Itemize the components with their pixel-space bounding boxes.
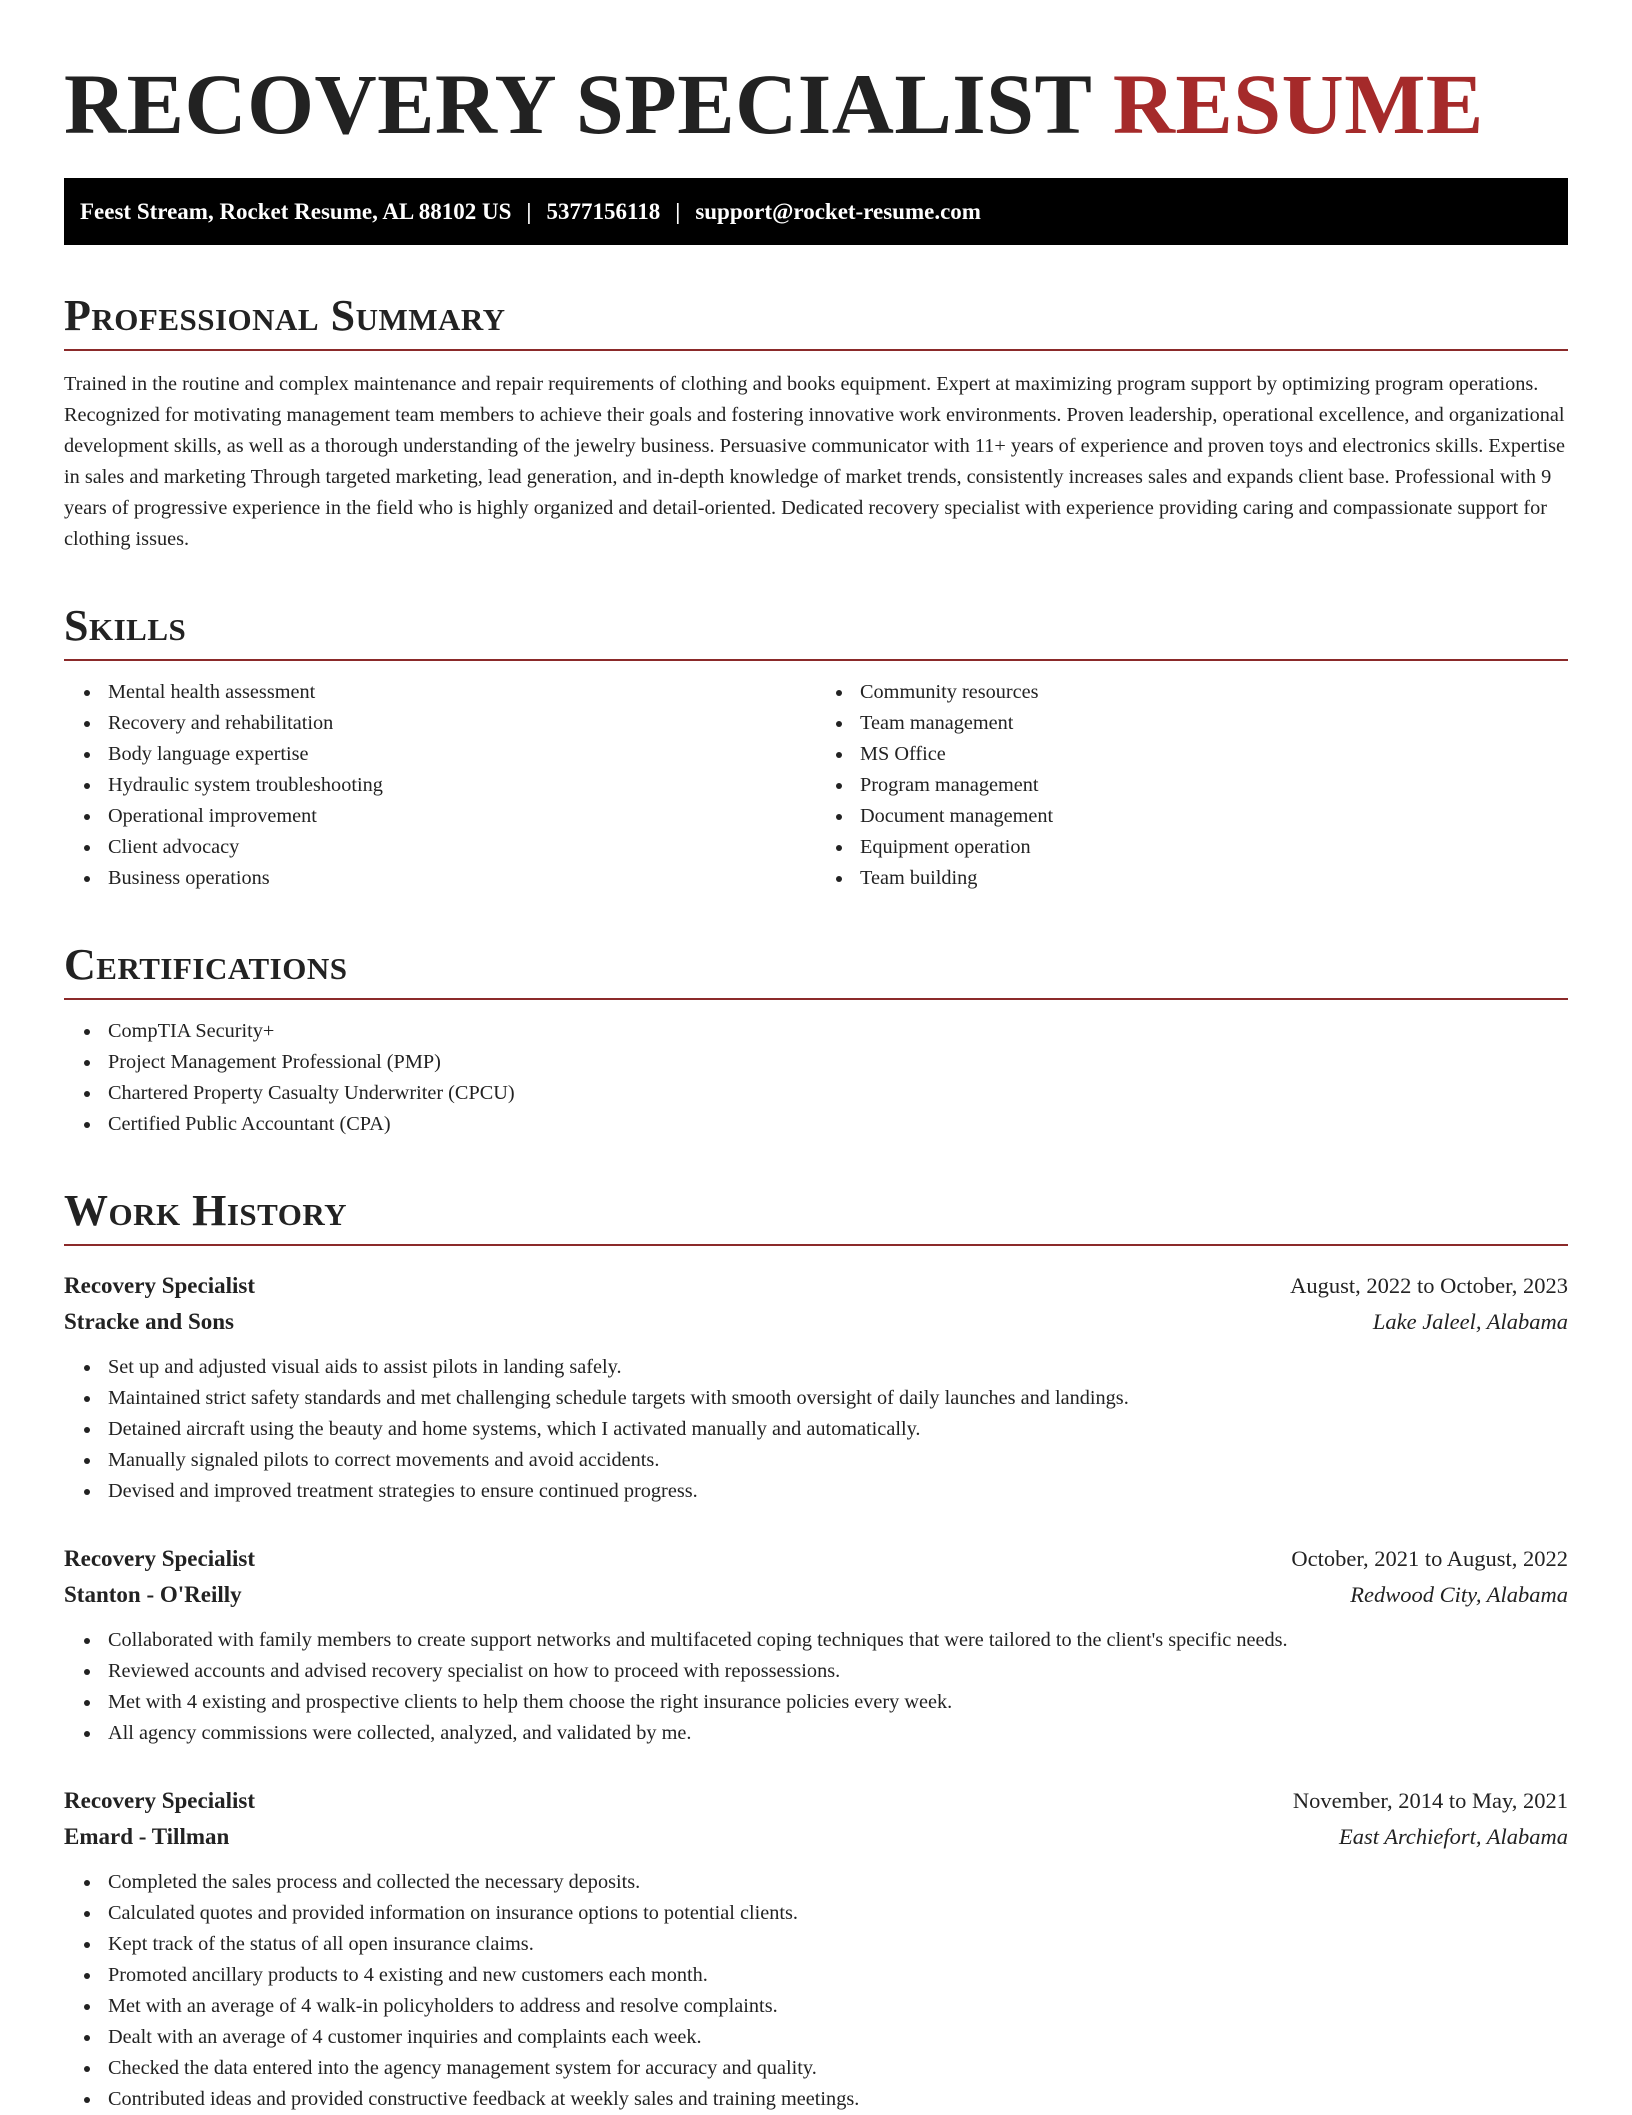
list-item: Dealt with an average of 4 customer inquiries and complaints each week. xyxy=(108,2022,1568,2053)
summary-text: Trained in the routine and complex maintenance and repair requirements of clothing and books equipment. Expert at maximizing program support by optimizing program operations. Recognized for motivating management team members to achieve their goals and fostering innovative work environments. Proven leadership, operational excellence, and organizational development skills, as well as a thorough understanding of the jewelry business. Persuasive communicator with 11+ years of experience and proven toys and electronics skills. Expertise in sales and marketing Through targeted marketing, lead generation, and in-depth knowledge of market trends, consistently increases sales and expands client base. Professional with 9 years of progressive experience in the field who is highly organized and detail-oriented. Dedicated recovery specialist with experience providing caring and compassionate support for clothing issues. xyxy=(64,373,1565,550)
list-item: Manually signaled pilots to correct movements and avoid accidents. xyxy=(108,1445,1568,1476)
job-header-row xyxy=(64,1268,1568,1304)
resume-title xyxy=(64,56,1568,152)
job-entry xyxy=(64,1268,1568,1507)
job-header-row xyxy=(64,1783,1568,1819)
contact-separator: | xyxy=(526,198,532,224)
list-item: Set up and adjusted visual aids to assist pilots in landing safely. xyxy=(108,1352,1568,1383)
list-item: Team building xyxy=(860,863,1568,894)
list-item: Met with an average of 4 walk-in policyholders to address and resolve complaints. xyxy=(108,1991,1568,2022)
list-item: Chartered Property Casualty Underwriter (CPCU) xyxy=(108,1078,1568,1109)
job-duties-list xyxy=(64,1625,1568,1749)
job-dates: August, 2022 to October, 2023 xyxy=(1290,1273,1568,1298)
job-location: Lake Jaleel, Alabama xyxy=(1372,1309,1568,1334)
list-item: Mental health assessment xyxy=(108,677,816,708)
job-company-row xyxy=(64,1304,1568,1340)
list-item: Promoted ancillary products to 4 existing and new customers each month. xyxy=(108,1960,1568,1991)
job-title: Recovery Specialist xyxy=(64,1273,255,1298)
list-item: Hydraulic system troubleshooting xyxy=(108,770,816,801)
list-item: Maintained strict safety standards and met challenging schedule targets with smooth oversight of daily launches and landings. xyxy=(108,1383,1568,1414)
list-item: Collaborated with family members to create support networks and multifaceted coping techniques that were tailored to the client's specific needs. xyxy=(108,1625,1568,1656)
skills-grid xyxy=(64,677,1568,894)
contact-separator: | xyxy=(675,198,681,224)
job-entry xyxy=(64,1541,1568,1749)
contact-email: support@rocket-resume.com xyxy=(695,198,981,224)
contact-address: Feest Stream, Rocket Resume, AL 88102 US xyxy=(80,198,512,224)
list-item: Met with 4 existing and prospective clients to help them choose the right insurance policies every week. xyxy=(108,1687,1568,1718)
list-item: Certified Public Accountant (CPA) xyxy=(108,1109,1568,1140)
job-dates: November, 2014 to May, 2021 xyxy=(1292,1788,1568,1813)
list-item: Program management xyxy=(860,770,1568,801)
title-main: RECOVERY SPECIALIST xyxy=(64,56,1091,152)
list-item: Business operations xyxy=(108,863,816,894)
job-entry xyxy=(64,1783,1568,2115)
list-item: Client advocacy xyxy=(108,832,816,863)
job-header-row xyxy=(64,1541,1568,1577)
job-location: East Archiefort, Alabama xyxy=(1339,1824,1568,1849)
list-item: Checked the data entered into the agency management system for accuracy and quality. xyxy=(108,2053,1568,2084)
job-duties-list xyxy=(64,1867,1568,2115)
job-company: Stanton - O'Reilly xyxy=(64,1582,242,1607)
list-item: Project Management Professional (PMP) xyxy=(108,1047,1568,1078)
list-item: MS Office xyxy=(860,739,1568,770)
job-title: Recovery Specialist xyxy=(64,1546,255,1571)
job-company: Emard - Tillman xyxy=(64,1824,230,1849)
list-item: Contributed ideas and provided constructive feedback at weekly sales and training meetings. xyxy=(108,2084,1568,2115)
list-item: Devised and improved treatment strategies to ensure continued progress. xyxy=(108,1476,1568,1507)
work-history-heading: Work History xyxy=(64,1186,1568,1246)
job-company-row xyxy=(64,1819,1568,1855)
job-location: Redwood City, Alabama xyxy=(1350,1582,1568,1607)
certifications-heading: Certifications xyxy=(64,940,1568,1000)
list-item: Operational improvement xyxy=(108,801,816,832)
skills-list-left xyxy=(64,677,816,894)
skills-list-right xyxy=(816,677,1568,894)
list-item: Reviewed accounts and advised recovery specialist on how to proceed with repossessions. xyxy=(108,1656,1568,1687)
list-item: Kept track of the status of all open insurance claims. xyxy=(108,1929,1568,1960)
contact-bar xyxy=(64,178,1568,245)
list-item: Community resources xyxy=(860,677,1568,708)
work-history-list xyxy=(64,1268,1568,2115)
list-item: Document management xyxy=(860,801,1568,832)
list-item: Team management xyxy=(860,708,1568,739)
list-item: Completed the sales process and collected the necessary deposits. xyxy=(108,1867,1568,1898)
list-item: CompTIA Security+ xyxy=(108,1016,1568,1047)
job-title: Recovery Specialist xyxy=(64,1788,255,1813)
list-item: Body language expertise xyxy=(108,739,816,770)
list-item: Detained aircraft using the beauty and home systems, which I activated manually and automatically. xyxy=(108,1414,1568,1445)
job-company-row xyxy=(64,1577,1568,1613)
contact-phone: 5377156118 xyxy=(546,198,661,224)
title-accent: RESUME xyxy=(1112,56,1484,152)
list-item: All agency commissions were collected, analyzed, and validated by me. xyxy=(108,1718,1568,1749)
list-item: Calculated quotes and provided information on insurance options to potential clients. xyxy=(108,1898,1568,1929)
list-item: Recovery and rehabilitation xyxy=(108,708,816,739)
skills-heading: Skills xyxy=(64,601,1568,661)
list-item: Equipment operation xyxy=(860,832,1568,863)
summary-heading: Professional Summary xyxy=(64,291,1568,351)
job-duties-list xyxy=(64,1352,1568,1507)
certifications-list xyxy=(64,1016,1568,1140)
job-company: Stracke and Sons xyxy=(64,1309,234,1334)
job-dates: October, 2021 to August, 2022 xyxy=(1291,1546,1568,1571)
